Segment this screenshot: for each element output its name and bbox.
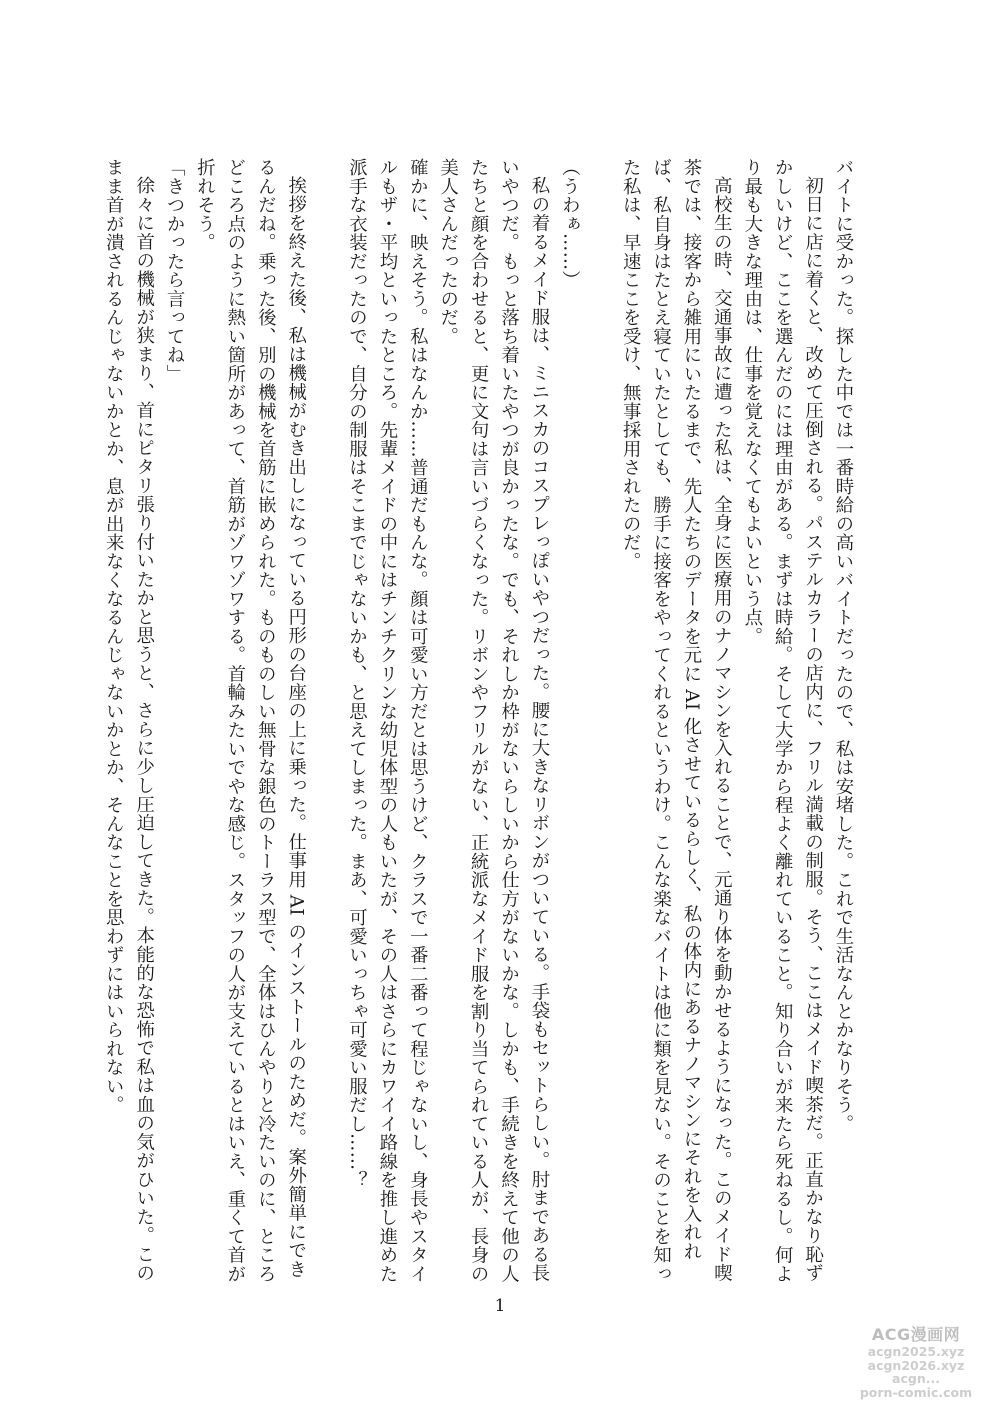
watermark-url: acgn...: [892, 1371, 940, 1386]
watermark-url: acgn2026.xyz: [867, 1357, 965, 1373]
watermark-url: acgn2025.xyz: [867, 1344, 965, 1359]
paragraph: 挨拶を終えた後、私は機械がむき出しになっている円形の台座の上に乗った。仕事用 AI のインストールのためだ。案外簡単にできるんだね。乗った後、別の機械を首筋に嵌められた。ものものしい無骨な銀色のトーラス型で、全体はひんやりと冷たいのに、ところどころ点のように熱い箇所があって、首筋がゾワゾワする。首輪みたいでやな感じ。スタッフの人が支えているとはいえ、重くて首が折れそう。: [194, 158, 307, 1283]
paragraph: 私の着るメイド服は、ミニスカのコスプレっぽいやつだった。腰に大きなリボンがついている。手袋もセットらしい。肘まである長いやつだ。もっと落ち着いたやつが良かったな。でも、それしか枠がないらしいから仕方がないかな。しかも、手続きを終えて他の人たちと顔を合わせると、更に文句は言いづらくなった。リボンやフリルがない、正統派なメイド服を割り当てられている人が、長身の美人さんだったのだ。: [437, 158, 550, 1283]
page-number: 1: [494, 1296, 506, 1316]
paragraph: （うわぁ……）: [559, 158, 581, 290]
paragraph: 初日に店に着くと、改めて圧倒される。パステルカラーの店内に、フリル満載の制服。そう、ここはメイド喫茶だ。正直かなり恥ずかしいけど、ここを選んだのには理由がある。まずは時給。そして大学から程よく離れていること。知り合いが来たら死ねるし。何より最も大きな理由は、仕事を覚えなくてもよいという点。: [741, 158, 824, 1283]
paragraph: 確かに、映えそう。私はなんか……普通だもんな。顔は可愛い方だとは思うけど、クラスで一番二番って程じゃないし、身長やスタイルもザ・平均といったところ。先輩メイドの中にはチンチクリンな幼児体型の人もいたが、その人はさらにカワイイ路線を推し進めた派手な衣装だったので、自分の制服はそこまでじゃないかも、と思えてしまった。まあ、可愛いっちゃ可愛い服だし……？: [346, 158, 429, 1283]
paragraph: 高校生の時、交通事故に遭った私は、全身に医療用のナノマシンを入れることで、元通り体を動かせるようになった。このメイド喫茶では、接客から雑用にいたるまで、先人たちのデータを元に AI 化させているらしく、私の体内にあるナノマシンにそれを入れれば、私自身はたとえ寝ていたとしても、勝手に接客をやってくれるというわけ。こんな楽なバイトは他に類を見ない。そのことを知った私は、早速ここを受け、無事採用されたのだ。: [620, 158, 733, 1283]
site-watermark: [850, 1327, 982, 1400]
dialogue-line: 「きつかったら言ってね」: [164, 158, 186, 383]
watermark-url: porn-comic.com: [859, 1384, 973, 1400]
blank-line: [584, 158, 614, 1288]
blank-line: [311, 158, 341, 1288]
paragraph: バイトに受かった。探した中では一番時給の高いバイトだったので、私は安堵した。これで生活なんとかなりそう。: [833, 158, 854, 1133]
paragraph: 徐々に首の機械が狭まり、首にピタリ張り付いたかと思うと、さらに少し圧迫してきた。本能的な恐怖で私は血の気がひいた。このまま首が潰されるんじゃないかとか、息が出来なくなるんじゃないかとか、そんなことを思わずにはいられない。: [103, 158, 155, 1283]
vertical-body-text: [103, 158, 858, 1288]
watermark-logo: ACG漫画网: [871, 1325, 961, 1344]
